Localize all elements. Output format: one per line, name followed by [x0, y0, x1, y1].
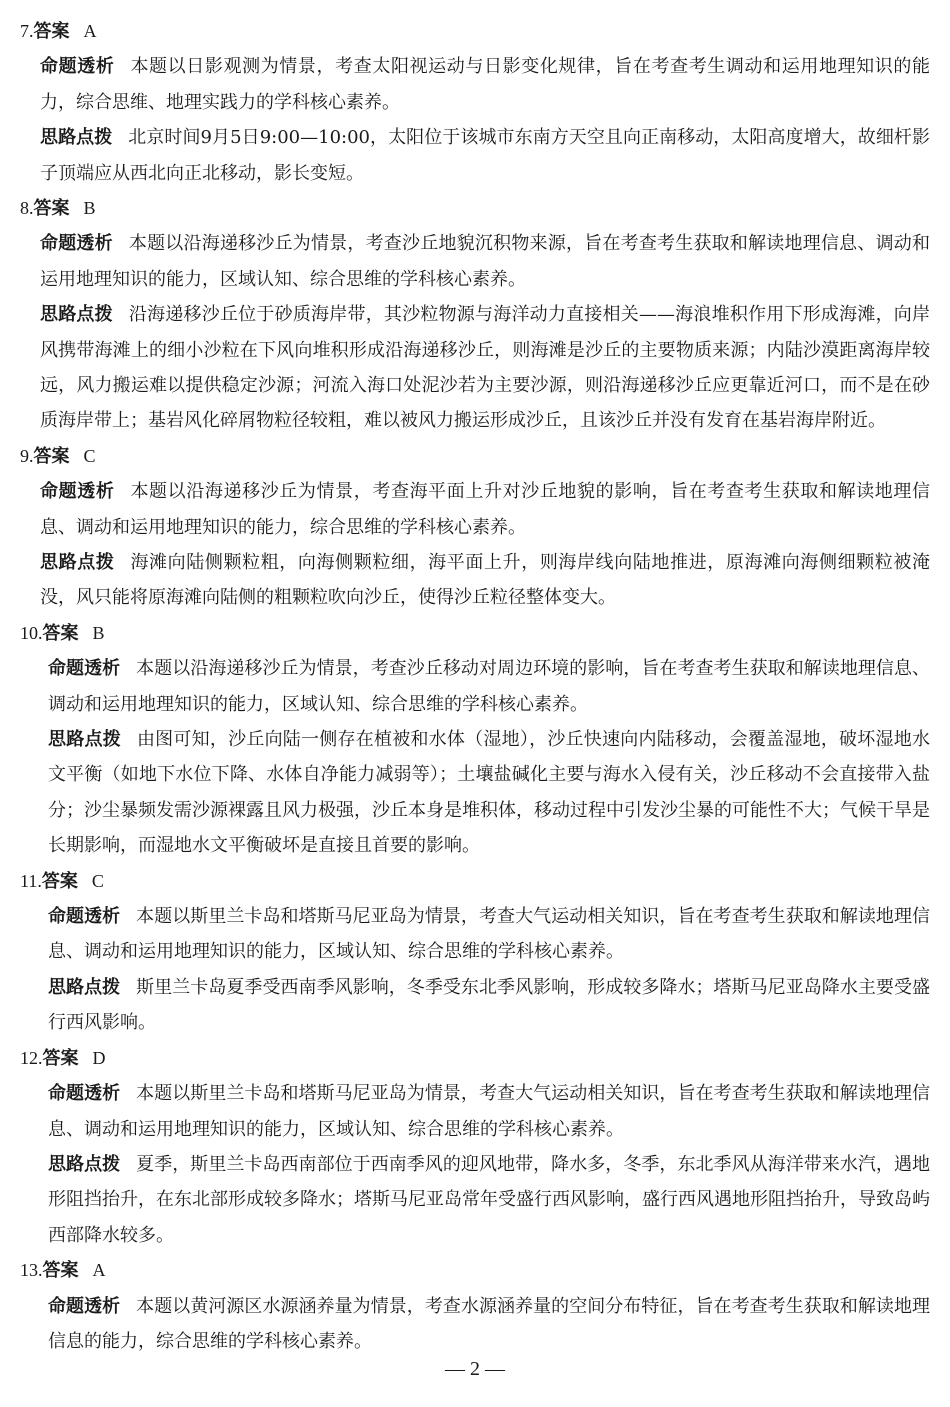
analysis-paragraph	[48, 1289, 930, 1360]
hint-paragraph	[40, 545, 930, 616]
answer-value: A	[83, 21, 97, 41]
question-number: 10.	[20, 622, 43, 643]
answer-label: 答案	[42, 1260, 79, 1282]
question-header	[20, 14, 950, 49]
hint-paragraph	[48, 970, 930, 1041]
analysis-label: 命题透析	[48, 906, 121, 928]
question-block	[0, 439, 950, 616]
question-header	[20, 616, 950, 651]
answer-value: C	[83, 445, 96, 466]
question-block	[0, 1041, 950, 1253]
analysis-paragraph	[40, 474, 930, 545]
analysis-paragraph	[40, 226, 930, 297]
hint-label: 思路点拨	[40, 127, 113, 149]
question-header	[20, 191, 950, 226]
analysis-label: 命题透析	[48, 1083, 121, 1105]
hint-paragraph	[48, 722, 930, 864]
question-number: 7.	[20, 21, 34, 41]
analysis-text: 本题以日影观测为情景，考查太阳视运动与日影变化规律，旨在考查考生调动和运用地理知识的能力，综合思维、地理实践力的学科核心素养。	[40, 56, 930, 113]
question-header	[20, 864, 950, 899]
answer-document	[0, 14, 950, 1359]
question-number: 8.	[20, 198, 34, 219]
question-header	[20, 439, 950, 474]
analysis-paragraph	[48, 899, 930, 970]
answer-label: 答案	[42, 622, 79, 644]
question-number: 12.	[20, 1047, 43, 1068]
hint-label: 思路点拨	[40, 304, 113, 326]
hint-text: 海滩向陆侧颗粒粗，向海侧颗粒细，海平面上升，则海岸线向陆地推进，原海滩向海侧细颗粒被淹没，风只能将原海滩向陆侧的粗颗粒吹向沙丘，使得沙丘粒径整体变大。	[40, 552, 930, 609]
hint-text: 由图可知，沙丘向陆一侧存在植被和水体（湿地），沙丘快速向内陆移动，会覆盖湿地，破坏湿地水文平衡（如地下水位下降、水体自净能力减弱等）；土壤盐碱化主要与海水入侵有关，沙丘移动不会直接带入盐分；沙尘暴频发需沙源裸露且风力极强，沙丘本身是堆积体，移动过程中引发沙尘暴的可能性不大；气候干旱是长期影响，而湿地水文平衡破坏是直接且首要的影响。	[48, 729, 930, 857]
analysis-paragraph	[48, 651, 930, 722]
analysis-text: 本题以斯里兰卡岛和塔斯马尼亚岛为情景，考查大气运动相关知识，旨在考查考生获取和解读地理信息、调动和运用地理知识的能力，区域认知、综合思维的学科核心素养。	[48, 906, 930, 963]
answer-label: 答案	[33, 21, 70, 42]
hint-label: 思路点拨	[48, 729, 121, 751]
hint-paragraph	[40, 297, 930, 439]
question-block	[0, 1253, 950, 1359]
analysis-label: 命题透析	[48, 658, 121, 680]
question-number: 13.	[20, 1260, 43, 1281]
page-number: — 2 —	[445, 1358, 505, 1380]
answer-value: A	[92, 1260, 106, 1281]
analysis-text: 本题以沿海递移沙丘为情景，考查沙丘移动对周边环境的影响，旨在考查考生获取和解读地理信息、调动和运用地理知识的能力，区域认知、综合思维的学科核心素养。	[48, 658, 930, 715]
analysis-label: 命题透析	[40, 56, 115, 78]
hint-paragraph	[48, 1147, 930, 1253]
hint-text: 沿海递移沙丘位于砂质海岸带，其沙粒物源与海洋动力直接相关——海浪堆积作用下形成海滩，向岸风携带海滩上的细小沙粒在下风向堆积形成沿海递移沙丘，则海滩是沙丘的主要物质来源；内陆沙漠距离海岸较远，风力搬运难以提供稳定沙源；河流入海口处泥沙若为主要沙源，则沿海递移沙丘应更靠近河口，而不是在砂质海岸带上；基岩风化碎屑物粒径较粗，难以被风力搬运形成沙丘，且该沙丘并没有发育在基岩海岸附近。	[40, 304, 931, 432]
analysis-text: 本题以斯里兰卡岛和塔斯马尼亚岛为情景，考查大气运动相关知识，旨在考查考生获取和解读地理信息、调动和运用地理知识的能力，区域认知、综合思维的学科核心素养。	[48, 1083, 930, 1140]
question-block	[0, 616, 950, 864]
question-number: 11.	[20, 870, 42, 891]
hint-paragraph	[40, 120, 930, 191]
answer-value: B	[92, 622, 105, 643]
hint-text: 斯里兰卡岛夏季受西南季风影响，冬季受东北季风影响，形成较多降水；塔斯马尼亚岛降水主要受盛行西风影响。	[48, 976, 930, 1034]
analysis-paragraph	[48, 1076, 930, 1147]
answer-label: 答案	[42, 1047, 79, 1069]
question-number: 9.	[20, 445, 34, 466]
hint-label: 思路点拨	[40, 552, 115, 574]
question-header	[20, 1253, 950, 1288]
answer-label: 答案	[41, 870, 78, 892]
analysis-text: 本题以黄河源区水源涵养量为情景，考查水源涵养量的空间分布特征，旨在考查考生获取和解读地理信息的能力，综合思维的学科核心素养。	[48, 1295, 930, 1352]
question-header	[20, 1041, 950, 1076]
analysis-text: 本题以沿海递移沙丘为情景，考查海平面上升对沙丘地貌的影响，旨在考查考生获取和解读地理信息、调动和运用地理知识的能力，综合思维的学科核心素养。	[40, 481, 930, 538]
answer-value: C	[91, 870, 104, 891]
hint-text: 夏季，斯里兰卡岛西南部位于西南季风的迎风地带，降水多，冬季，东北季风从海洋带来水汽，遇地形阻挡抬升，在东北部形成较多降水；塔斯马尼亚岛常年受盛行西风影响，盛行西风遇地形阻挡抬升，导致岛屿西部降水较多。	[48, 1153, 930, 1246]
analysis-paragraph	[40, 49, 930, 120]
analysis-text: 本题以沿海递移沙丘为情景，考查沙丘地貌沉积物来源，旨在考查考生获取和解读地理信息、调动和运用地理知识的能力，区域认知、综合思维的学科核心素养。	[40, 233, 931, 290]
analysis-label: 命题透析	[40, 481, 115, 503]
hint-label: 思路点拨	[48, 976, 121, 998]
question-block	[0, 191, 950, 439]
hint-label: 思路点拨	[48, 1153, 121, 1175]
answer-label: 答案	[33, 445, 70, 467]
analysis-label: 命题透析	[40, 233, 113, 255]
hint-text: 北京时间9月5日9:00—10:00，太阳位于该城市东南方天空且向正南移动，太阳高度增大，故细杆影子顶端应从西北向正北移动，影长变短。	[40, 127, 930, 184]
analysis-label: 命题透析	[48, 1295, 121, 1317]
question-block	[0, 864, 950, 1041]
question-block	[0, 14, 950, 191]
answer-label: 答案	[33, 198, 70, 220]
answer-value: B	[83, 198, 96, 219]
answer-value: D	[92, 1047, 106, 1068]
